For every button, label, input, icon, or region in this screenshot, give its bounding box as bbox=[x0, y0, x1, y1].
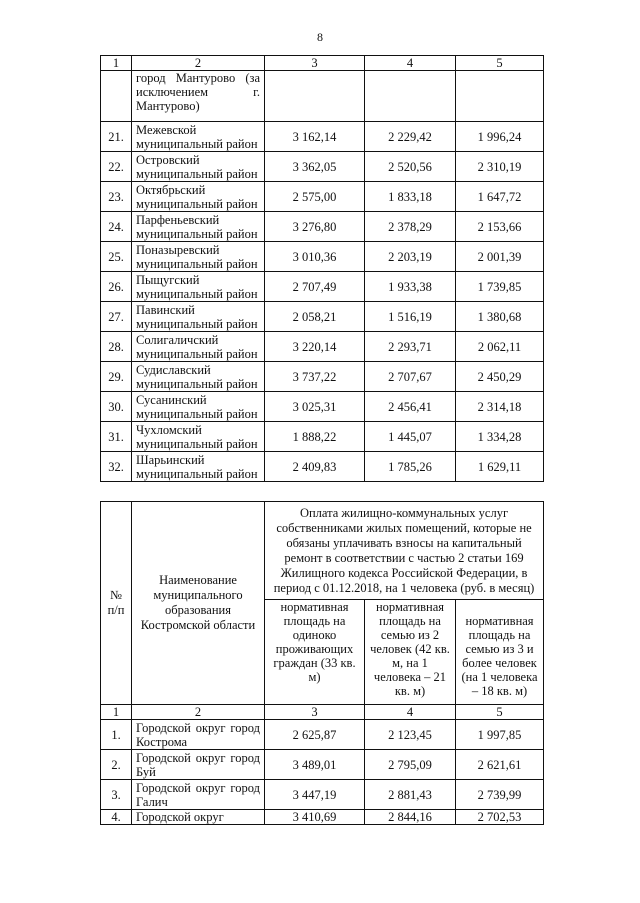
three-plus-family-rate: 2 314,18 bbox=[456, 392, 544, 422]
three-plus-family-rate bbox=[456, 71, 544, 122]
column-number: 5 bbox=[456, 56, 544, 71]
row-number: 22. bbox=[101, 152, 132, 182]
group-header-row bbox=[101, 502, 544, 600]
municipality-name: Октябрьский муниципальный район bbox=[132, 182, 265, 212]
municipality-name: Солигаличский муниципальный район bbox=[132, 332, 265, 362]
municipality-name: Островский муниципальный район bbox=[132, 152, 265, 182]
row-number: 28. bbox=[101, 332, 132, 362]
two-person-family-rate: 1 445,07 bbox=[365, 422, 456, 452]
three-plus-family-rate: 1 647,72 bbox=[456, 182, 544, 212]
table-row bbox=[101, 71, 544, 122]
two-person-family-rate: 2 123,45 bbox=[365, 720, 456, 750]
municipality-name: город Мантурово (за исключением г. Мантурово) bbox=[132, 71, 265, 122]
single-resident-rate: 3 276,80 bbox=[265, 212, 365, 242]
single-resident-rate: 2 058,21 bbox=[265, 302, 365, 332]
page-number: 8 bbox=[317, 30, 323, 44]
municipality-name: Городской округ город Кострома bbox=[132, 720, 265, 750]
row-number: 26. bbox=[101, 272, 132, 302]
sub-header-two-person-family: нормативная площадь на семью из 2 человек (42 кв. м, на 1 человека – 21 кв. м) bbox=[365, 600, 456, 705]
group-header-payment: Оплата жилищно-коммунальных услуг собственниками жилых помещений, которые не обязаны уплачивать взносы на капитальный ремонт в соответствии с частью 2 статьи 169 Жилищного кодекса Российской Федерации, в период с 01.12.2018, на 1 человека (руб. в месяц) bbox=[265, 502, 544, 600]
three-plus-family-rate: 1 996,24 bbox=[456, 122, 544, 152]
single-resident-rate: 3 489,01 bbox=[265, 750, 365, 780]
two-person-family-rate: 2 293,71 bbox=[365, 332, 456, 362]
three-plus-family-rate: 1 629,11 bbox=[456, 452, 544, 482]
single-resident-rate: 2 707,49 bbox=[265, 272, 365, 302]
table-row bbox=[101, 212, 544, 242]
three-plus-family-rate: 2 062,11 bbox=[456, 332, 544, 362]
municipality-name: Павинский муниципальный район bbox=[132, 302, 265, 332]
row-number: 27. bbox=[101, 302, 132, 332]
single-resident-rate: 2 625,87 bbox=[265, 720, 365, 750]
two-person-family-rate: 2 203,19 bbox=[365, 242, 456, 272]
single-resident-rate: 3 025,31 bbox=[265, 392, 365, 422]
column-number: 3 bbox=[265, 705, 365, 720]
two-person-family-rate bbox=[365, 71, 456, 122]
sub-header-single-resident: нормативная площадь на одиноко проживающих граждан (33 кв. м) bbox=[265, 600, 365, 705]
two-person-family-rate: 1 785,26 bbox=[365, 452, 456, 482]
row-number: 29. bbox=[101, 362, 132, 392]
three-plus-family-rate: 2 450,29 bbox=[456, 362, 544, 392]
single-resident-rate: 3 010,36 bbox=[265, 242, 365, 272]
three-plus-family-rate: 2 153,66 bbox=[456, 212, 544, 242]
municipality-name: Чухломский муниципальный район bbox=[132, 422, 265, 452]
single-resident-rate: 3 362,05 bbox=[265, 152, 365, 182]
row-number: 25. bbox=[101, 242, 132, 272]
table-row bbox=[101, 242, 544, 272]
row-number: 1. bbox=[101, 720, 132, 750]
single-resident-rate: 3 410,69 bbox=[265, 810, 365, 825]
table-row bbox=[101, 750, 544, 780]
single-resident-rate: 3 162,14 bbox=[265, 122, 365, 152]
column-number: 3 bbox=[265, 56, 365, 71]
column-number: 1 bbox=[101, 56, 132, 71]
table-row bbox=[101, 720, 544, 750]
row-number: 24. bbox=[101, 212, 132, 242]
row-number: 2. bbox=[101, 750, 132, 780]
row-number: 4. bbox=[101, 810, 132, 825]
column-number: 5 bbox=[456, 705, 544, 720]
three-plus-family-rate: 2 739,99 bbox=[456, 780, 544, 810]
single-resident-rate: 3 220,14 bbox=[265, 332, 365, 362]
municipality-name: Шарьинский муниципальный район bbox=[132, 452, 265, 482]
municipality-name: Межевской муниципальный район bbox=[132, 122, 265, 152]
three-plus-family-rate: 2 702,53 bbox=[456, 810, 544, 825]
single-resident-rate: 3 447,19 bbox=[265, 780, 365, 810]
column-number: 2 bbox=[132, 56, 265, 71]
column-number: 4 bbox=[365, 705, 456, 720]
three-plus-family-rate: 1 334,28 bbox=[456, 422, 544, 452]
row-number: 32. bbox=[101, 452, 132, 482]
three-plus-family-rate: 2 001,39 bbox=[456, 242, 544, 272]
two-person-family-rate: 1 933,38 bbox=[365, 272, 456, 302]
two-person-family-rate: 2 795,09 bbox=[365, 750, 456, 780]
single-resident-rate: 3 737,22 bbox=[265, 362, 365, 392]
table-row bbox=[101, 302, 544, 332]
municipality-name: Поназыревский муниципальный район bbox=[132, 242, 265, 272]
column-number: 2 bbox=[132, 705, 265, 720]
column-number: 1 bbox=[101, 705, 132, 720]
sub-header-three-plus-family: нормативная площадь на семью из 3 и более человек (на 1 человека – 18 кв. м) bbox=[456, 600, 544, 705]
two-person-family-rate: 2 707,67 bbox=[365, 362, 456, 392]
single-resident-rate: 1 888,22 bbox=[265, 422, 365, 452]
table-row bbox=[101, 392, 544, 422]
tariff-table-cities bbox=[100, 501, 544, 825]
table-row bbox=[101, 182, 544, 212]
table-row bbox=[101, 332, 544, 362]
column-number: 4 bbox=[365, 56, 456, 71]
two-person-family-rate: 2 844,16 bbox=[365, 810, 456, 825]
table-row bbox=[101, 810, 544, 825]
column-number-row bbox=[101, 56, 544, 71]
three-plus-family-rate: 1 739,85 bbox=[456, 272, 544, 302]
row-number: 23. bbox=[101, 182, 132, 212]
tariff-table-continued bbox=[100, 55, 544, 482]
two-person-family-rate: 1 516,19 bbox=[365, 302, 456, 332]
row-number: 3. bbox=[101, 780, 132, 810]
municipality-name: Пыщугский муниципальный район bbox=[132, 272, 265, 302]
municipality-name: Городской округ город Галич bbox=[132, 780, 265, 810]
row-number: 31. bbox=[101, 422, 132, 452]
table-row bbox=[101, 452, 544, 482]
table-row bbox=[101, 152, 544, 182]
row-number bbox=[101, 71, 132, 122]
table-row bbox=[101, 362, 544, 392]
municipality-name: Городской округ город Буй bbox=[132, 750, 265, 780]
municipality-name: Судиславский муниципальный район bbox=[132, 362, 265, 392]
two-person-family-rate: 2 520,56 bbox=[365, 152, 456, 182]
single-resident-rate: 2 575,00 bbox=[265, 182, 365, 212]
table-row bbox=[101, 780, 544, 810]
two-person-family-rate: 2 881,43 bbox=[365, 780, 456, 810]
table-row bbox=[101, 122, 544, 152]
column-header-number: № п/п bbox=[101, 502, 132, 705]
municipality-name: Парфеньевский муниципальный район bbox=[132, 212, 265, 242]
municipality-name: Сусанинский муниципальный район bbox=[132, 392, 265, 422]
two-person-family-rate: 2 229,42 bbox=[365, 122, 456, 152]
two-person-family-rate: 2 378,29 bbox=[365, 212, 456, 242]
three-plus-family-rate: 2 310,19 bbox=[456, 152, 544, 182]
row-number: 21. bbox=[101, 122, 132, 152]
table-row bbox=[101, 422, 544, 452]
three-plus-family-rate: 1 380,68 bbox=[456, 302, 544, 332]
column-number-row bbox=[101, 705, 544, 720]
table-row bbox=[101, 272, 544, 302]
single-resident-rate bbox=[265, 71, 365, 122]
row-number: 30. bbox=[101, 392, 132, 422]
three-plus-family-rate: 2 621,61 bbox=[456, 750, 544, 780]
municipality-name: Городской округ bbox=[132, 810, 265, 825]
single-resident-rate: 2 409,83 bbox=[265, 452, 365, 482]
two-person-family-rate: 2 456,41 bbox=[365, 392, 456, 422]
three-plus-family-rate: 1 997,85 bbox=[456, 720, 544, 750]
column-header-municipality: Наименование муниципального образования Костромской области bbox=[132, 502, 265, 705]
two-person-family-rate: 1 833,18 bbox=[365, 182, 456, 212]
